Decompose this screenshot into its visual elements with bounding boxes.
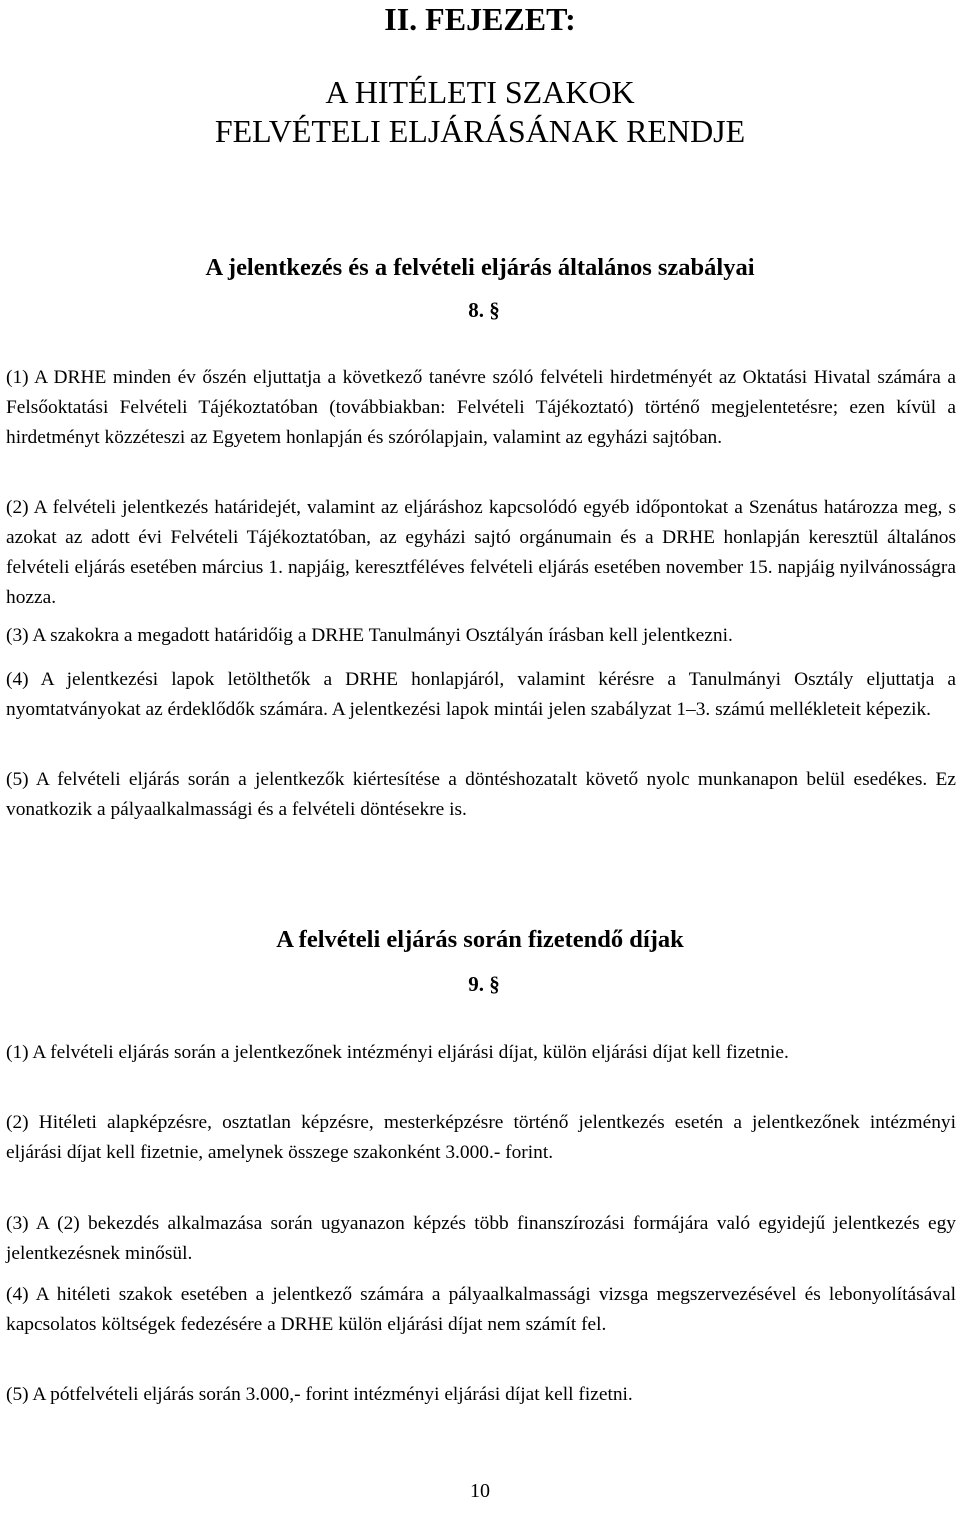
section-2-paragraph-3: (3) A (2) bekezdés alkalmazása során ugyanazon képzés több finanszírozási formájára való egyidejű jelentkezés egy jelentkezésnek minősül. — [6, 1213, 956, 1264]
section-2-paragraph-2: (2) Hitéleti alapképzésre, osztatlan képzésre, mesterképzésre történő jelentkezés esetén a jelentkezőnek intézményi eljárási díjat kell fizetnie, amelynek összege szakonként 3.000.- forint. — [6, 1112, 956, 1163]
section-1-paragraph-5: (5) A felvételi eljárás során a jelentkezők kiértesítése a döntéshozatalt követő nyolc munkanapon belül esedékes. Ez vonatkozik a pályaalkalmassági és a felvételi döntésekre is. — [6, 769, 956, 820]
section-1-number: 8. § — [468, 298, 500, 322]
section-1-paragraph-1: (1) A DRHE minden év őszén eljuttatja a következő tanévre szóló felvételi hirdetményét az Oktatási Hivatal számára a Felsőoktatási Felvételi Tájékoztatóban (továbbiakban: Felvételi Tájékoztató) történő megjelentetésre; ezen kívül a hirdetményt közzéteszi az Egyetem honlapján és szórólapjain, valamint az egyházi sajtóban. — [6, 367, 956, 448]
section-2-number: 9. § — [468, 972, 500, 996]
title-line-1: A HITÉLETI SZAKOK — [325, 74, 635, 110]
section-1-paragraph-3: (3) A szakokra a megadott határidőig a DRHE Tanulmányi Osztályán írásban kell jelentkezni. — [6, 625, 733, 646]
page-number: 10 — [470, 1480, 490, 1502]
section-1-paragraph-4: (4) A jelentkezési lapok letölthetők a DRHE honlapjáról, valamint kérésre a Tanulmányi Osztály eljuttatja a nyomtatványokat az érdeklődők számára. A jelentkezési lapok mintái jelen szabályzat 1–3. számú mellékleteit képezik. — [6, 669, 956, 720]
section-2-paragraph-5: (5) A pótfelvételi eljárás során 3.000,- forint intézményi eljárási díjat kell fizetni. — [6, 1384, 633, 1405]
section-2-paragraph-1: (1) A felvételi eljárás során a jelentkezőnek intézményi eljárási díjat, külön eljárási díjat kell fizetnie. — [6, 1042, 789, 1063]
section-2-paragraph-4: (4) A hitéleti szakok esetében a jelentkező számára a pályaalkalmassági vizsga megszervezésével és lebonyolításával kapcsolatos költségek fedezésére a DRHE külön eljárási díjat nem számít fel. — [6, 1284, 956, 1335]
section-2-heading: A felvételi eljárás során fizetendő díjak — [276, 926, 684, 953]
title-line-2: FELVÉTELI ELJÁRÁSÁNAK RENDJE — [214, 113, 746, 149]
chapter-heading: II. FEJEZET: — [384, 1, 576, 37]
section-1-heading: A jelentkezés és a felvételi eljárás általános szabályai — [205, 254, 755, 281]
section-1-paragraph-2: (2) A felvételi jelentkezés határidejét, valamint az eljáráshoz kapcsolódó egyéb időpontokat a Szenátus határozza meg, s azokat az adott évi Felvételi Tájékoztatóban, az egyházi sajtó orgánumain és a DRHE honlapján keresztül általános felvételi eljárás esetében március 1. napjáig, keresztféléves felvételi eljárás esetében november 15. napjáig nyilvánosságra hozza. — [6, 497, 956, 608]
